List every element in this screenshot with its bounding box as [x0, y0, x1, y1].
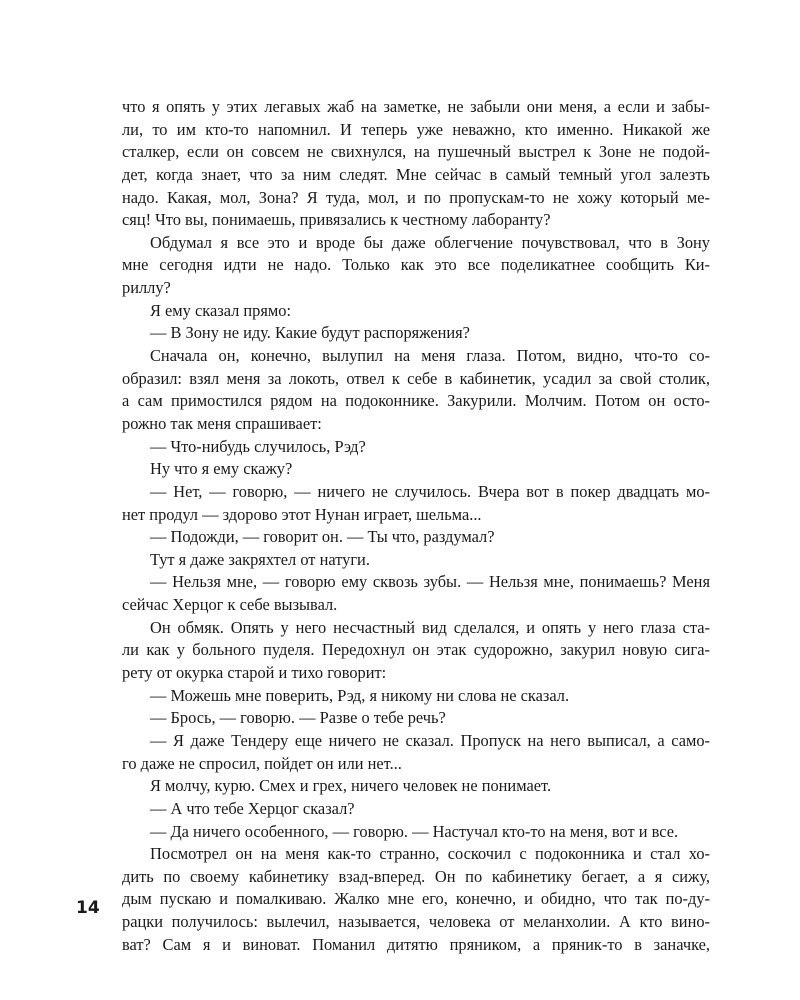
- paragraph: [122, 345, 710, 436]
- text-line: — Брось, — говорю. — Разве о тебе речь?: [150, 708, 446, 728]
- text-line: мне сегодня идти не надо. Только как это все поделикатнее сообщить Ки-: [122, 255, 710, 275]
- paragraph: [122, 843, 710, 956]
- page-body-text: [122, 96, 710, 956]
- text-line: — Что-нибудь случилось, Рэд?: [150, 436, 366, 456]
- paragraph: [122, 436, 710, 459]
- text-line: Он обмяк. Опять у него несчастный вид сделался, и опять у него глаза ста-: [150, 617, 710, 637]
- text-line: Тут я даже закряхтел от натуги.: [150, 549, 370, 569]
- text-line: Я молчу, курю. Смех и грех, ничего человек не понимает.: [150, 776, 552, 796]
- text-line: рацки получилось: вылечил, называется, человека от меланхолии. А кто вино-: [122, 912, 710, 932]
- text-line: нет продул — здорово этот Нунан играет, шельма...: [122, 504, 482, 524]
- text-line: риллу?: [122, 278, 171, 298]
- text-line: ли как у больного пуделя. Передохнул он этак судорожно, закурил новую сига-: [122, 640, 710, 660]
- text-line: — Нельзя мне, — говорю ему сквозь зубы. — Нельзя мне, понимаешь? Меня: [150, 572, 710, 592]
- text-line: Обдумал я все это и вроде бы даже облегчение почувствовал, что в Зону: [150, 232, 710, 252]
- text-line: — А что тебе Херцог сказал?: [150, 798, 355, 818]
- paragraph: [122, 300, 710, 323]
- paragraph: [122, 617, 710, 685]
- text-line: ли, то им кто-то напомнил. И теперь уже неважно, кто именно. Никакой же: [122, 119, 710, 139]
- text-line: го даже не спросил, пойдет он или нет...: [122, 753, 402, 773]
- text-line: дым пускаю и помалкиваю. Жалко мне его, конечно, и обидно, что так по-ду-: [122, 889, 710, 909]
- text-line: Сначала он, конечно, вылупил на меня глаза. Потом, видно, что-то со-: [150, 346, 710, 366]
- text-line: Ну что я ему скажу?: [150, 459, 293, 479]
- paragraph: [122, 549, 710, 572]
- text-line: рожно так меня спрашивает:: [122, 413, 322, 433]
- text-line: — Нет, — говорю, — ничего не случилось. Вчера вот в покер двадцать мо-: [150, 481, 710, 501]
- text-line: а сам примостился рядом на подоконнике. Закурили. Молчим. Потом он осто-: [122, 391, 710, 411]
- text-line: образил: взял меня за локоть, отвел к себе в кабинетик, усадил за свой столик,: [122, 368, 710, 388]
- text-line: ват? Сам я и виноват. Поманил дитятю пряником, а пряник-то в заначке,: [122, 934, 710, 954]
- paragraph: [122, 526, 710, 549]
- paragraph: [122, 481, 710, 526]
- text-line: — Подожди, — говорит он. — Ты что, раздумал?: [150, 527, 495, 547]
- page-number: 14: [76, 898, 100, 918]
- text-line: что я опять у этих легавых жаб на заметке, не забыли они меня, а если и забы-: [122, 97, 710, 116]
- paragraph: [122, 232, 710, 300]
- text-line: надо. Какая, мол, Зона? Я туда, мол, и по пропускам-то не хожу который ме-: [122, 187, 710, 207]
- text-line: Я ему сказал прямо:: [150, 300, 292, 320]
- text-line: — Можешь мне поверить, Рэд, я никому ни слова не сказал.: [150, 685, 570, 705]
- paragraph: [122, 322, 710, 345]
- paragraph: [122, 798, 710, 821]
- text-line: — Я даже Тендеру еще ничего не сказал. Пропуск на него выписал, а само-: [150, 730, 710, 750]
- text-line: Посмотрел он на меня как-то странно, соскочил с подоконника и стал хо-: [150, 844, 710, 864]
- paragraph: [122, 458, 710, 481]
- paragraph: [122, 707, 710, 730]
- text-line: — Да ничего особенного, — говорю. — Настучал кто-то на меня, вот и все.: [150, 821, 679, 841]
- text-line: рету от окурка старой и тихо говорит:: [122, 663, 387, 683]
- paragraph: [122, 730, 710, 775]
- paragraph: [122, 685, 710, 708]
- text-line: сталкер, если он совсем не свихнулся, на пушечный выстрел к Зоне не подой-: [122, 142, 710, 162]
- paragraph: [122, 775, 710, 798]
- text-line: сяц! Что вы, понимаешь, привязались к честному лаборанту?: [122, 210, 551, 230]
- paragraph: [122, 821, 710, 844]
- paragraph: [122, 96, 710, 232]
- text-line: — В Зону не иду. Какие будут распоряжения?: [150, 323, 470, 343]
- text-line: дить по своему кабинетику взад-вперед. Он по кабинетику бегает, а я сижу,: [122, 866, 710, 886]
- text-line: сейчас Херцог к себе вызывал.: [122, 595, 338, 615]
- paragraph: [122, 571, 710, 616]
- text-line: дет, когда знает, что за ним следят. Мне сейчас в самый темный угол залезть: [122, 164, 710, 184]
